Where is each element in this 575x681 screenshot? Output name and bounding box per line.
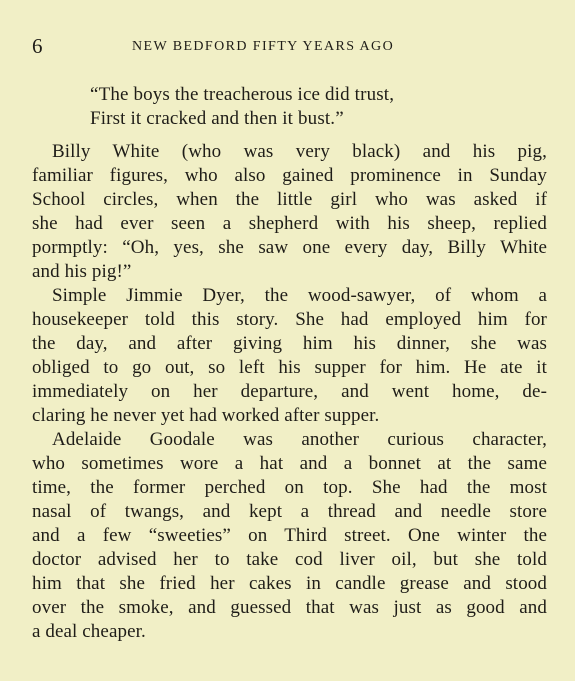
paragraph-adelaide-goodale — [32, 428, 547, 644]
page-header — [32, 34, 550, 58]
text-line: a deal cheaper. — [32, 621, 146, 642]
text-line: pormptly: “Oh, yes, she saw one every day, Billy White — [32, 237, 547, 258]
page-body — [32, 83, 547, 644]
text-line: obliged to go out, so left his supper for him. He ate it — [32, 357, 547, 378]
text-line: housekeeper told this story. She had employed him for — [32, 309, 547, 330]
text-line: the day, and after giving him his dinner, she was — [32, 333, 547, 354]
verse-line: “The boys the treacherous ice did trust, — [90, 84, 395, 105]
running-head: NEW BEDFORD FIFTY YEARS AGO — [132, 39, 395, 54]
paragraph-jimmie-dyer — [32, 284, 547, 428]
verse-quotation — [90, 83, 547, 130]
page-number: 6 — [32, 34, 43, 58]
text-line: School circles, when the little girl who was asked if — [32, 189, 547, 210]
verse-line: First it cracked and then it bust.” — [90, 107, 344, 129]
text-line: immediately on her departure, and went home, de- — [32, 381, 547, 402]
text-line: claring he never yet had worked after supper. — [32, 405, 380, 426]
text-line: Simple Jimmie Dyer, the wood-sawyer, of whom a — [52, 285, 547, 306]
text-line: Billy White (who was very black) and his pig, — [52, 141, 547, 162]
text-line: who sometimes wore a hat and a bonnet at the same — [32, 453, 547, 474]
text-line: doctor advised her to take cod liver oil, but she told — [32, 549, 547, 570]
text-line: time, the former perched on top. She had the most — [32, 477, 547, 498]
text-line: Adelaide Goodale was another curious character, — [52, 429, 547, 450]
text-line: nasal of twangs, and kept a thread and needle store — [32, 501, 547, 522]
text-line: she had ever seen a shepherd with his sheep, replied — [32, 213, 547, 234]
text-line: him that she fried her cakes in candle grease and stood — [32, 573, 547, 594]
text-line: over the smoke, and guessed that was just as good and — [32, 597, 547, 618]
paragraph-billy-white — [32, 140, 547, 284]
text-line: familiar figures, who also gained prominence in Sunday — [32, 165, 547, 186]
text-line: and a few “sweeties” on Third street. One winter the — [32, 525, 547, 546]
text-line: and his pig!” — [32, 261, 132, 282]
